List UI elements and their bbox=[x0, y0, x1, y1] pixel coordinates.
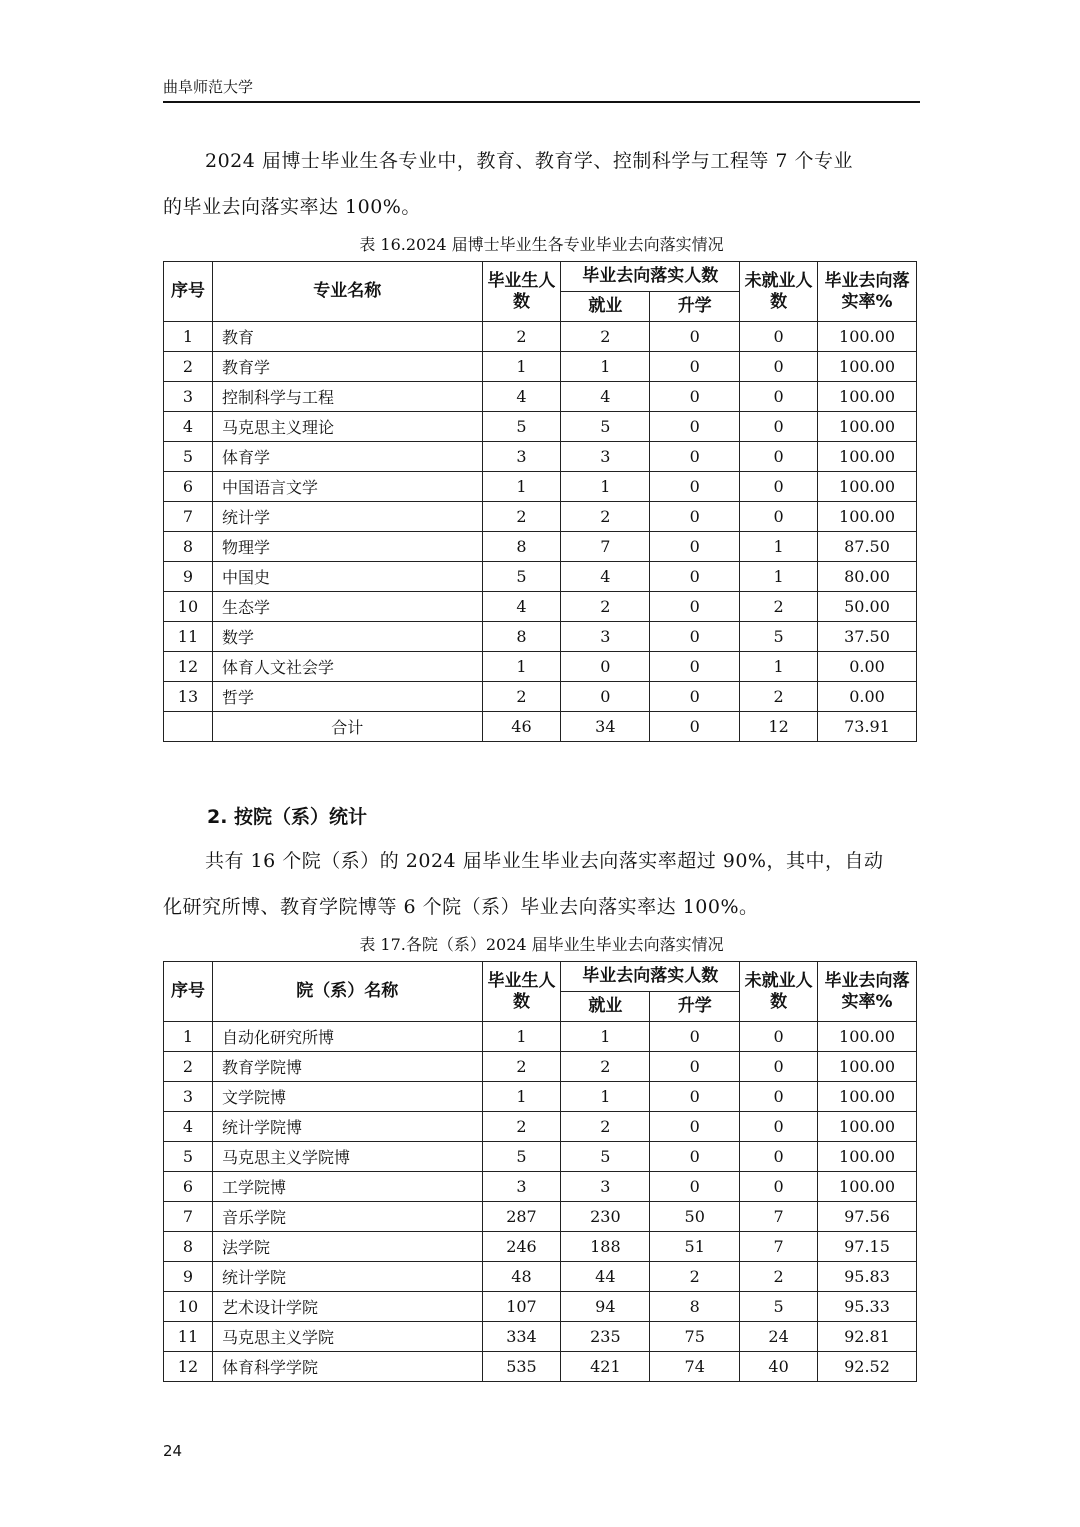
table-cell: 97.15 bbox=[818, 1232, 917, 1262]
table-cell: 46 bbox=[482, 712, 561, 742]
table-cell: 50.00 bbox=[818, 592, 917, 622]
table-cell: 334 bbox=[482, 1322, 561, 1352]
table-row bbox=[164, 412, 917, 442]
table-cell: 8 bbox=[650, 1292, 740, 1322]
table-cell: 1 bbox=[561, 1022, 650, 1052]
table-cell: 0 bbox=[650, 412, 740, 442]
table-cell: 95.33 bbox=[818, 1292, 917, 1322]
table-cell: 11 bbox=[164, 1322, 213, 1352]
table-cell: 74 bbox=[650, 1352, 740, 1382]
table-row bbox=[164, 1292, 917, 1322]
table-cell: 0 bbox=[650, 592, 740, 622]
table-cell: 75 bbox=[650, 1322, 740, 1352]
table-cell: 8 bbox=[482, 622, 561, 652]
table17-caption: 表 17.各院（系）2024 届毕业生毕业去向落实情况 bbox=[359, 935, 724, 954]
table-cell: 1 bbox=[561, 472, 650, 502]
table-row bbox=[164, 1172, 917, 1202]
table-cell: 7 bbox=[740, 1202, 818, 1232]
table-cell: 4 bbox=[482, 382, 561, 412]
table-cell: 2 bbox=[164, 1052, 213, 1082]
table-cell: 287 bbox=[482, 1202, 561, 1232]
header-grads: 毕业生人数 bbox=[482, 262, 561, 322]
table-cell: 0 bbox=[740, 472, 818, 502]
table-row bbox=[164, 1022, 917, 1052]
table-cell: 法学院 bbox=[212, 1232, 482, 1262]
table-row bbox=[164, 322, 917, 352]
table-cell: 3 bbox=[482, 442, 561, 472]
table-cell: 1 bbox=[740, 532, 818, 562]
table-cell: 2 bbox=[482, 1052, 561, 1082]
table-cell: 40 bbox=[740, 1352, 818, 1382]
table-cell: 统计学院 bbox=[212, 1262, 482, 1292]
table-cell: 2 bbox=[740, 592, 818, 622]
table-cell: 9 bbox=[164, 562, 213, 592]
section-heading: 2. 按院（系）统计 bbox=[207, 806, 368, 828]
table-row bbox=[164, 1232, 917, 1262]
table-cell: 0 bbox=[650, 1112, 740, 1142]
table-cell: 9 bbox=[164, 1262, 213, 1292]
table-row bbox=[164, 1052, 917, 1082]
table-row bbox=[164, 502, 917, 532]
table-cell: 51 bbox=[650, 1232, 740, 1262]
table-cell: 教育 bbox=[212, 322, 482, 352]
table-cell: 8 bbox=[164, 532, 213, 562]
table-cell: 5 bbox=[740, 622, 818, 652]
table-cell: 3 bbox=[561, 442, 650, 472]
table-cell: 0 bbox=[740, 1082, 818, 1112]
table-cell: 0 bbox=[650, 652, 740, 682]
table-cell: 100.00 bbox=[818, 1172, 917, 1202]
table-cell: 1 bbox=[164, 1022, 213, 1052]
table-cell: 100.00 bbox=[818, 1142, 917, 1172]
table-cell: 10 bbox=[164, 1292, 213, 1322]
table-cell: 0 bbox=[650, 1142, 740, 1172]
table-cell: 艺术设计学院 bbox=[212, 1292, 482, 1322]
table-cell: 0 bbox=[650, 622, 740, 652]
header-title: 曲阜师范大学 bbox=[163, 78, 254, 96]
table-cell: 1 bbox=[561, 352, 650, 382]
table-row bbox=[164, 1262, 917, 1292]
table-cell: 中国史 bbox=[212, 562, 482, 592]
table-cell: 50 bbox=[650, 1202, 740, 1232]
table-row bbox=[164, 472, 917, 502]
table-cell: 2 bbox=[561, 1052, 650, 1082]
table-cell: 2 bbox=[740, 682, 818, 712]
table-cell: 5 bbox=[482, 412, 561, 442]
table-cell: 44 bbox=[561, 1262, 650, 1292]
table-cell: 100.00 bbox=[818, 502, 917, 532]
table-cell: 体育学 bbox=[212, 442, 482, 472]
table-16 bbox=[163, 261, 917, 742]
table-cell: 5 bbox=[561, 1142, 650, 1172]
table-cell: 7 bbox=[740, 1232, 818, 1262]
table-cell: 5 bbox=[482, 562, 561, 592]
header-rate: 毕业去向落实率% bbox=[818, 262, 917, 322]
table-cell: 4 bbox=[164, 412, 213, 442]
table-cell: 2 bbox=[482, 682, 561, 712]
para1-line1: 2024 届博士毕业生各专业中，教育、教育学、控制科学与工程等 7 个专业 bbox=[205, 150, 854, 172]
table-cell: 97.56 bbox=[818, 1202, 917, 1232]
table-cell: 1 bbox=[482, 472, 561, 502]
table-cell: 92.52 bbox=[818, 1352, 917, 1382]
table-cell: 0 bbox=[650, 1052, 740, 1082]
table-cell: 3 bbox=[561, 1172, 650, 1202]
table-cell: 24 bbox=[740, 1322, 818, 1352]
table-cell: 48 bbox=[482, 1262, 561, 1292]
table-cell: 80.00 bbox=[818, 562, 917, 592]
table-row bbox=[164, 562, 917, 592]
table-cell: 2 bbox=[561, 1112, 650, 1142]
table-cell: 1 bbox=[740, 562, 818, 592]
table-cell: 87.50 bbox=[818, 532, 917, 562]
para2-line2: 化研究所博、教育学院博等 6 个院（系）毕业去向落实率达 100%。 bbox=[163, 896, 759, 918]
table-row bbox=[164, 532, 917, 562]
table-row bbox=[164, 352, 917, 382]
table-cell: 0 bbox=[740, 1142, 818, 1172]
table-cell: 统计学 bbox=[212, 502, 482, 532]
table-cell: 95.83 bbox=[818, 1262, 917, 1292]
table-cell: 3 bbox=[482, 1172, 561, 1202]
table-cell: 4 bbox=[164, 1112, 213, 1142]
table-cell: 中国语言文学 bbox=[212, 472, 482, 502]
table-cell: 4 bbox=[482, 592, 561, 622]
table-total-row bbox=[164, 712, 917, 742]
table-cell: 4 bbox=[561, 562, 650, 592]
table-cell: 4 bbox=[561, 382, 650, 412]
table-cell: 235 bbox=[561, 1322, 650, 1352]
table-cell: 3 bbox=[561, 622, 650, 652]
table-cell: 0 bbox=[740, 322, 818, 352]
table-cell: 0 bbox=[650, 682, 740, 712]
page-header bbox=[163, 76, 920, 103]
table-cell: 0 bbox=[740, 382, 818, 412]
table-cell: 230 bbox=[561, 1202, 650, 1232]
header-grads: 毕业生人数 bbox=[482, 962, 561, 1022]
table-cell: 5 bbox=[164, 1142, 213, 1172]
table-cell: 2 bbox=[482, 502, 561, 532]
table-cell: 自动化研究所博 bbox=[212, 1022, 482, 1052]
header-further: 升学 bbox=[650, 292, 740, 322]
table-17 bbox=[163, 961, 917, 1382]
header-unemployed: 未就业人数 bbox=[740, 262, 818, 322]
table-cell: 13 bbox=[164, 682, 213, 712]
table-cell: 6 bbox=[164, 472, 213, 502]
table-cell: 5 bbox=[164, 442, 213, 472]
header-further: 升学 bbox=[650, 992, 740, 1022]
table-cell: 246 bbox=[482, 1232, 561, 1262]
table-cell: 控制科学与工程 bbox=[212, 382, 482, 412]
table-cell: 100.00 bbox=[818, 472, 917, 502]
table-cell: 100.00 bbox=[818, 442, 917, 472]
table-cell: 100.00 bbox=[818, 352, 917, 382]
table-cell: 100.00 bbox=[818, 1052, 917, 1082]
para1-line2: 的毕业去向落实率达 100%。 bbox=[163, 196, 421, 218]
table-cell: 73.91 bbox=[818, 712, 917, 742]
table-cell: 7 bbox=[164, 1202, 213, 1232]
table-cell: 100.00 bbox=[818, 1082, 917, 1112]
table-cell: 2 bbox=[561, 322, 650, 352]
table-cell: 工学院博 bbox=[212, 1172, 482, 1202]
table-cell: 3 bbox=[164, 1082, 213, 1112]
table-cell: 0.00 bbox=[818, 682, 917, 712]
table-cell: 0 bbox=[650, 712, 740, 742]
table-cell: 1 bbox=[482, 1022, 561, 1052]
table-cell: 2 bbox=[164, 352, 213, 382]
table-cell: 0 bbox=[650, 1022, 740, 1052]
table-cell: 12 bbox=[164, 652, 213, 682]
table-cell: 2 bbox=[561, 502, 650, 532]
table-cell: 0 bbox=[561, 682, 650, 712]
table-row bbox=[164, 1322, 917, 1352]
table-row bbox=[164, 1142, 917, 1172]
table-cell: 0 bbox=[650, 442, 740, 472]
table-cell: 12 bbox=[164, 1352, 213, 1382]
header-placed: 毕业去向落实人数 bbox=[561, 962, 740, 992]
table-cell: 文学院博 bbox=[212, 1082, 482, 1112]
table-cell: 10 bbox=[164, 592, 213, 622]
table-cell: 0.00 bbox=[818, 652, 917, 682]
intro-paragraph-1 bbox=[163, 138, 920, 230]
table-cell: 421 bbox=[561, 1352, 650, 1382]
table-cell: 100.00 bbox=[818, 322, 917, 352]
table-row bbox=[164, 1112, 917, 1142]
table-cell: 教育学 bbox=[212, 352, 482, 382]
table-cell: 0 bbox=[740, 352, 818, 382]
header-seq: 序号 bbox=[164, 962, 213, 1022]
table-cell: 体育科学学院 bbox=[212, 1352, 482, 1382]
page-number: 24 bbox=[163, 1442, 183, 1460]
table-cell: 教育学院博 bbox=[212, 1052, 482, 1082]
table-cell: 0 bbox=[650, 562, 740, 592]
table-cell: 0 bbox=[650, 1082, 740, 1112]
table-cell: 1 bbox=[164, 322, 213, 352]
table-cell: 0 bbox=[650, 352, 740, 382]
table-cell: 100.00 bbox=[818, 1022, 917, 1052]
table-cell: 0 bbox=[650, 502, 740, 532]
table-cell: 100.00 bbox=[818, 382, 917, 412]
table-cell: 37.50 bbox=[818, 622, 917, 652]
table-cell: 34 bbox=[561, 712, 650, 742]
table-cell: 0 bbox=[740, 442, 818, 472]
table-cell: 哲学 bbox=[212, 682, 482, 712]
table-cell: 体育人文社会学 bbox=[212, 652, 482, 682]
header-unemployed: 未就业人数 bbox=[740, 962, 818, 1022]
table-cell: 12 bbox=[740, 712, 818, 742]
table-cell: 5 bbox=[561, 412, 650, 442]
table-cell: 马克思主义理论 bbox=[212, 412, 482, 442]
table-row bbox=[164, 652, 917, 682]
header-name: 院（系）名称 bbox=[212, 962, 482, 1022]
header-employed: 就业 bbox=[561, 292, 650, 322]
table-cell: 音乐学院 bbox=[212, 1202, 482, 1232]
table-row bbox=[164, 1202, 917, 1232]
table-cell: 5 bbox=[482, 1142, 561, 1172]
table-cell: 92.81 bbox=[818, 1322, 917, 1352]
table-cell: 2 bbox=[561, 592, 650, 622]
table-cell: 3 bbox=[164, 382, 213, 412]
table-cell: 2 bbox=[740, 1262, 818, 1292]
table-cell: 1 bbox=[482, 1082, 561, 1112]
table-cell: 1 bbox=[482, 352, 561, 382]
table16-caption: 表 16.2024 届博士毕业生各专业毕业去向落实情况 bbox=[359, 235, 724, 254]
table-cell: 合计 bbox=[212, 712, 482, 742]
table-cell: 0 bbox=[740, 412, 818, 442]
table-cell: 统计学院博 bbox=[212, 1112, 482, 1142]
table-cell: 1 bbox=[561, 1082, 650, 1112]
table-cell: 5 bbox=[740, 1292, 818, 1322]
table-cell: 生态学 bbox=[212, 592, 482, 622]
table-cell: 2 bbox=[482, 1112, 561, 1142]
table-row bbox=[164, 1082, 917, 1112]
table-row bbox=[164, 622, 917, 652]
table-cell: 2 bbox=[650, 1262, 740, 1292]
table-cell: 7 bbox=[164, 502, 213, 532]
table-cell: 100.00 bbox=[818, 412, 917, 442]
table-cell: 8 bbox=[164, 1232, 213, 1262]
table-cell: 535 bbox=[482, 1352, 561, 1382]
header-rate: 毕业去向落实率% bbox=[818, 962, 917, 1022]
table-cell: 7 bbox=[561, 532, 650, 562]
header-seq: 序号 bbox=[164, 262, 213, 322]
table-cell: 0 bbox=[740, 1052, 818, 1082]
table-cell: 0 bbox=[650, 322, 740, 352]
table-row bbox=[164, 682, 917, 712]
table-cell: 马克思主义学院 bbox=[212, 1322, 482, 1352]
table-cell: 0 bbox=[650, 472, 740, 502]
para2-line1: 共有 16 个院（系）的 2024 届毕业生毕业去向落实率超过 90%，其中，自动 bbox=[205, 850, 884, 872]
table-cell: 马克思主义学院博 bbox=[212, 1142, 482, 1172]
header-name: 专业名称 bbox=[212, 262, 482, 322]
table-row bbox=[164, 442, 917, 472]
table-cell: 8 bbox=[482, 532, 561, 562]
table-cell: 107 bbox=[482, 1292, 561, 1322]
table-cell: 0 bbox=[740, 1022, 818, 1052]
table-cell: 6 bbox=[164, 1172, 213, 1202]
table-row bbox=[164, 1352, 917, 1382]
table-cell: 1 bbox=[740, 652, 818, 682]
table-row bbox=[164, 592, 917, 622]
header-employed: 就业 bbox=[561, 992, 650, 1022]
table-cell: 0 bbox=[650, 382, 740, 412]
table-cell: 数学 bbox=[212, 622, 482, 652]
table-cell: 100.00 bbox=[818, 1112, 917, 1142]
table-cell: 188 bbox=[561, 1232, 650, 1262]
table-cell: 0 bbox=[650, 1172, 740, 1202]
table-cell bbox=[164, 712, 213, 742]
intro-paragraph-2 bbox=[163, 838, 920, 930]
header-placed: 毕业去向落实人数 bbox=[561, 262, 740, 292]
table-cell: 2 bbox=[482, 322, 561, 352]
table-cell: 物理学 bbox=[212, 532, 482, 562]
table-cell: 94 bbox=[561, 1292, 650, 1322]
table-cell: 0 bbox=[561, 652, 650, 682]
table-cell: 1 bbox=[482, 652, 561, 682]
table-cell: 0 bbox=[740, 1172, 818, 1202]
table-cell: 0 bbox=[740, 502, 818, 532]
table-row bbox=[164, 382, 917, 412]
table-cell: 11 bbox=[164, 622, 213, 652]
table-cell: 0 bbox=[740, 1112, 818, 1142]
table-cell: 0 bbox=[650, 532, 740, 562]
